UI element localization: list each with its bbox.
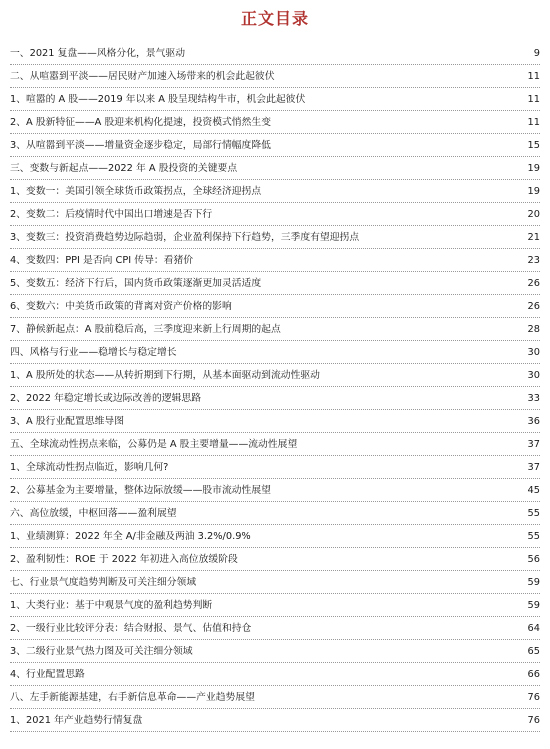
toc-entry-label: 1、喧嚣的 A 股——2019 年以来 A 股呈现结构牛市，机会此起彼伏 <box>10 94 306 105</box>
toc-entry-page-number: 76 <box>527 692 540 703</box>
toc-entry-label: 1、变数一：美国引领全球货币政策拐点，全球经济迎拐点 <box>10 186 262 197</box>
toc-entry-page-number: 28 <box>527 324 540 335</box>
toc-entry-label: 六、高位放缓，中枢回落——盈利展望 <box>10 508 177 519</box>
toc-entry[interactable] <box>0 479 550 502</box>
page-title: 正文目录 <box>240 9 309 28</box>
toc-entry[interactable] <box>0 525 550 548</box>
toc-entry[interactable] <box>0 134 550 157</box>
toc-entry-label: 2、盈利韧性：ROE 于 2022 年初进入高位放缓阶段 <box>10 554 238 565</box>
toc-entry-label: 四、风格与行业——稳增长与稳定增长 <box>10 347 177 358</box>
toc-entry-page-number: 37 <box>527 439 540 450</box>
toc-entry[interactable] <box>0 272 550 295</box>
toc-entry-page-number: 11 <box>527 94 540 105</box>
toc-entry-page-number: 30 <box>527 347 540 358</box>
toc-entry-label: 3、二级行业景气热力图及可关注细分领域 <box>10 646 193 657</box>
toc-entry[interactable] <box>0 502 550 525</box>
toc-entry[interactable] <box>0 42 550 65</box>
toc-entry[interactable] <box>0 387 550 410</box>
toc-entry[interactable] <box>0 318 550 341</box>
toc-entry-page-number: 66 <box>527 669 540 680</box>
toc-entry[interactable] <box>0 295 550 318</box>
toc-entry[interactable] <box>0 180 550 203</box>
toc-entry-page-number: 19 <box>527 163 540 174</box>
toc-entry-page-number: 19 <box>527 186 540 197</box>
toc-entry[interactable] <box>0 111 550 134</box>
toc-entry-page-number: 26 <box>527 278 540 289</box>
dotted-divider <box>10 731 540 732</box>
toc-entry[interactable] <box>0 249 550 272</box>
toc-entry-label: 1、A 股所处的状态——从转折期到下行期，从基本面驱动到流动性驱动 <box>10 370 320 381</box>
toc-entry-page-number: 21 <box>527 232 540 243</box>
toc-entry-label: 6、变数六：中美货币政策的背离对资产价格的影响 <box>10 301 232 312</box>
toc-entry-label: 1、大类行业：基于中观景气度的盈利趋势判断 <box>10 600 213 611</box>
toc-entry[interactable] <box>0 226 550 249</box>
toc-entry-page-number: 64 <box>527 623 540 634</box>
toc-entry-label: 一、2021 复盘——风格分化，景气驱动 <box>10 48 185 59</box>
toc-entry-page-number: 20 <box>527 209 540 220</box>
toc-entry-page-number: 45 <box>527 485 540 496</box>
toc-entry-page-number: 9 <box>533 48 540 59</box>
toc-entry-page-number: 37 <box>527 462 540 473</box>
toc-entry[interactable] <box>0 594 550 617</box>
table-of-contents <box>0 42 550 732</box>
toc-entry-label: 2、公募基金为主要增量，整体边际放缓——股市流动性展望 <box>10 485 271 496</box>
toc-entry[interactable] <box>0 341 550 364</box>
toc-entry-label: 7、静候新起点：A 股前稳后高，三季度迎来新上行周期的起点 <box>10 324 281 335</box>
toc-entry-page-number: 11 <box>527 117 540 128</box>
toc-page <box>0 6 550 749</box>
toc-entry[interactable] <box>0 663 550 686</box>
toc-entry-page-number: 23 <box>527 255 540 266</box>
toc-entry-page-number: 15 <box>527 140 540 151</box>
toc-entry-label: 1、全球流动性拐点临近，影响几何? <box>10 462 169 473</box>
toc-entry-page-number: 55 <box>527 508 540 519</box>
toc-entry-page-number: 65 <box>527 646 540 657</box>
toc-entry[interactable] <box>0 456 550 479</box>
toc-entry-label: 2、变数二：后疫情时代中国出口增速是否下行 <box>10 209 213 220</box>
toc-entry-label: 三、变数与新起点——2022 年 A 股投资的关键要点 <box>10 163 238 174</box>
toc-entry[interactable] <box>0 571 550 594</box>
toc-entry-label: 2、A 股新特征——A 股迎来机构化提速，投资模式悄然生变 <box>10 117 271 128</box>
toc-entry[interactable] <box>0 65 550 88</box>
toc-entry-page-number: 76 <box>527 715 540 726</box>
toc-entry-label: 1、业绩测算：2022 年全 A/非金融及两油 3.2%/0.9% <box>10 531 251 542</box>
toc-entry-label: 2、2022 年稳定增长或边际改善的逻辑思路 <box>10 393 202 404</box>
toc-entry[interactable] <box>0 410 550 433</box>
toc-entry-label: 七、行业景气度趋势判断及可关注细分领域 <box>10 577 197 588</box>
toc-entry-label: 3、从喧嚣到平淡——增量资金逐步稳定，局部行情幅度降低 <box>10 140 271 151</box>
toc-entry[interactable] <box>0 617 550 640</box>
toc-entry-label: 五、全球流动性拐点来临，公募仍是 A 股主要增量——流动性展望 <box>10 439 298 450</box>
toc-entry[interactable] <box>0 709 550 732</box>
toc-entry[interactable] <box>0 157 550 180</box>
toc-entry-page-number: 56 <box>527 554 540 565</box>
toc-entry-page-number: 26 <box>527 301 540 312</box>
toc-entry-label: 5、变数五：经济下行后，国内货币政策逐渐更加灵活适度 <box>10 278 262 289</box>
toc-entry[interactable] <box>0 364 550 387</box>
toc-entry[interactable] <box>0 203 550 226</box>
toc-entry-label: 1、2021 年产业趋势行情复盘 <box>10 715 143 726</box>
toc-entry-label: 2、一级行业比较评分表：结合财报、景气、估值和持仓 <box>10 623 252 634</box>
toc-entry-page-number: 55 <box>527 531 540 542</box>
toc-entry-page-number: 59 <box>527 600 540 611</box>
toc-entry-page-number: 59 <box>527 577 540 588</box>
toc-entry-label: 3、变数三：投资消费趋势边际趋弱，企业盈利保持下行趋势，三季度有望迎拐点 <box>10 232 360 243</box>
toc-entry[interactable] <box>0 548 550 571</box>
toc-entry-label: 二、从喧嚣到平淡——居民财产加速入场带来的机会此起彼伏 <box>10 71 275 82</box>
toc-entry[interactable] <box>0 686 550 709</box>
toc-entry-label: 4、行业配置思路 <box>10 669 85 680</box>
toc-entry[interactable] <box>0 640 550 663</box>
toc-entry-label: 3、A 股行业配置思维导图 <box>10 416 125 427</box>
toc-entry-label: 八、左手新能源基建，右手新信息革命——产业趋势展望 <box>10 692 255 703</box>
toc-entry-page-number: 33 <box>527 393 540 404</box>
toc-entry-page-number: 11 <box>527 71 540 82</box>
toc-entry-page-number: 30 <box>527 370 540 381</box>
toc-entry[interactable] <box>0 433 550 456</box>
toc-entry-label: 4、变数四：PPI 是否向 CPI 传导：看猪价 <box>10 255 194 266</box>
toc-entry-page-number: 36 <box>527 416 540 427</box>
toc-entry[interactable] <box>0 88 550 111</box>
